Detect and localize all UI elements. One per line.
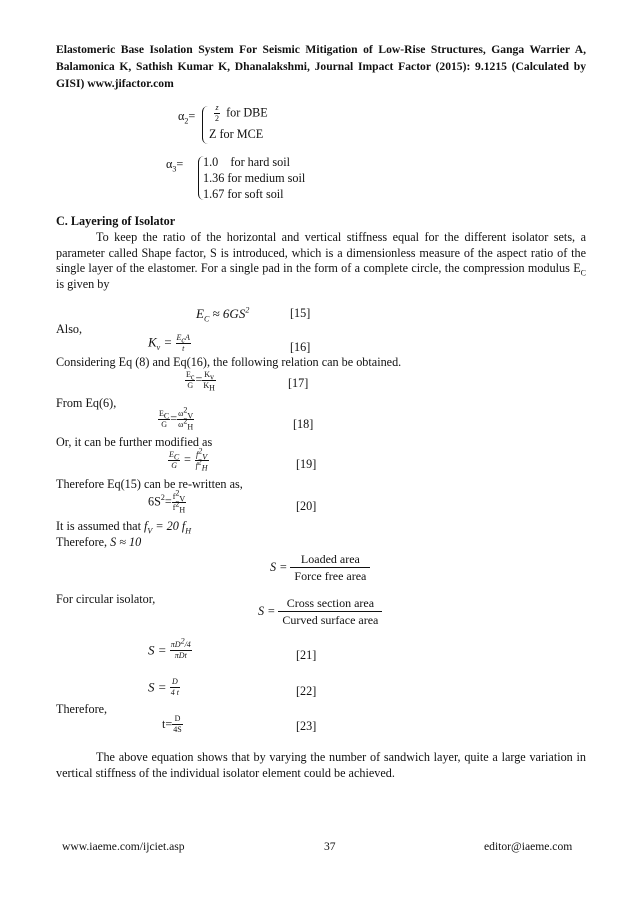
equation-19: $\frac{E_C}{G}$ = $\frac{f^2_V}{f^2_H}$ xyxy=(169,446,208,473)
equation-23: t= $\frac{D}{4S}$ xyxy=(162,714,182,734)
alpha3-case-soft: 1.67 for soft soil xyxy=(203,187,284,201)
equation-number-19: [19] xyxy=(296,457,317,471)
shape-factor-definition: S = $\frac{\text{Loaded area}}{\text{Force free area}}$ xyxy=(270,551,370,584)
therefore-plain-text: Therefore, xyxy=(56,702,108,716)
equation-15: $E_C \approx 6GS^2$ xyxy=(196,305,250,324)
footer-page-number: 37 xyxy=(324,840,336,853)
footer-email[interactable]: editor@iaeme.com xyxy=(484,840,573,853)
equation-22: S = $\frac{D}{4 t}$ xyxy=(148,677,180,697)
footer-url[interactable]: www.iaeme.com/ijciet.asp xyxy=(62,840,185,853)
considering-text: Considering Eq (8) and Eq(16), the following relation can be obtained. xyxy=(56,355,402,369)
alpha2-label: $\alpha_2=$ xyxy=(178,109,196,126)
equation-21: S = $\frac{\pi D^2/4}{\text{πDt}}$ xyxy=(148,636,191,660)
therefore-s-text: Therefore, S ≈ 10 xyxy=(56,535,142,549)
equation-number-16: [16] xyxy=(290,340,311,354)
assumed-text: It is assumed that $f_V = 20$ $f_H$ xyxy=(56,519,192,536)
from-eq6-text: From Eq(6), xyxy=(56,396,117,410)
equation-20: $6S^2=$ $\frac{f^2_V}{f^2_H}$ xyxy=(148,488,186,515)
equation-number-23: [23] xyxy=(296,719,317,733)
equation-number-15: [15] xyxy=(290,306,311,320)
alpha3-case-hard: 1.0 for hard soil xyxy=(203,155,290,169)
alpha3-label: $\alpha_3=$ xyxy=(166,157,184,174)
or-modified-text: Or, it can be further modified as xyxy=(56,435,213,449)
equation-18: $\frac{E_C}{G}$ = $\frac{\omega^2_V}{\omega^2_H}$ xyxy=(159,405,194,432)
running-header: Elastomeric Base Isolation System For Seismic Mitigation of Low-Rise Structures, Ganga Warrier A, Balamonica K, Sathish Kumar K, Dhanalakshmi, Journal Impact Factor (2015): 9.1215 (Calculated by GISI) www.jifactor.com xyxy=(56,43,586,90)
equation-number-22: [22] xyxy=(296,684,317,698)
equation-number-21: [21] xyxy=(296,648,317,662)
also-text: Also, xyxy=(56,322,83,336)
equation-number-18: [18] xyxy=(293,417,314,431)
conclusion-paragraph: The above equation shows that by varying the number of sandwich layer, quite a large variation in vertical stiffness of the individual isolator element could be achieved. xyxy=(56,750,586,780)
equation-number-17: [17] xyxy=(288,376,309,390)
alpha3-case-medium: 1.36 for medium soil xyxy=(203,171,306,185)
alpha2-case-dbe: $\frac{z}{2}$ for DBE xyxy=(215,103,268,123)
therefore-eq15-text: Therefore Eq(15) can be re-written as, xyxy=(56,477,243,491)
section-heading: C. Layering of Isolator xyxy=(56,214,176,228)
equation-16: $K_v$ = $\frac{E_cA}{t}$ xyxy=(148,333,190,353)
shape-factor-circular: S = $\frac{\text{Cross section area}}{\text{Curved surface area}}$ xyxy=(258,595,382,628)
equation-17: $\frac{E_c}{G}$ = $\frac{K_v}{K_H}$ xyxy=(186,370,215,393)
alpha2-brace xyxy=(202,106,209,144)
for-circular-text: For circular isolator, xyxy=(56,592,156,606)
alpha2-case-mce: Z for MCE xyxy=(209,127,264,141)
equation-number-20: [20] xyxy=(296,499,317,513)
intro-paragraph: To keep the ratio of the horizontal and vertical stiffness equal for the different isolator sets, a parameter called Shape factor, S is introduced, which is a dimensionless measure of the aspect ratio of the single layer of the elastomer. For a single pad in the form of a complete circle, the compression modulus $E_C$ is given by xyxy=(56,230,586,291)
